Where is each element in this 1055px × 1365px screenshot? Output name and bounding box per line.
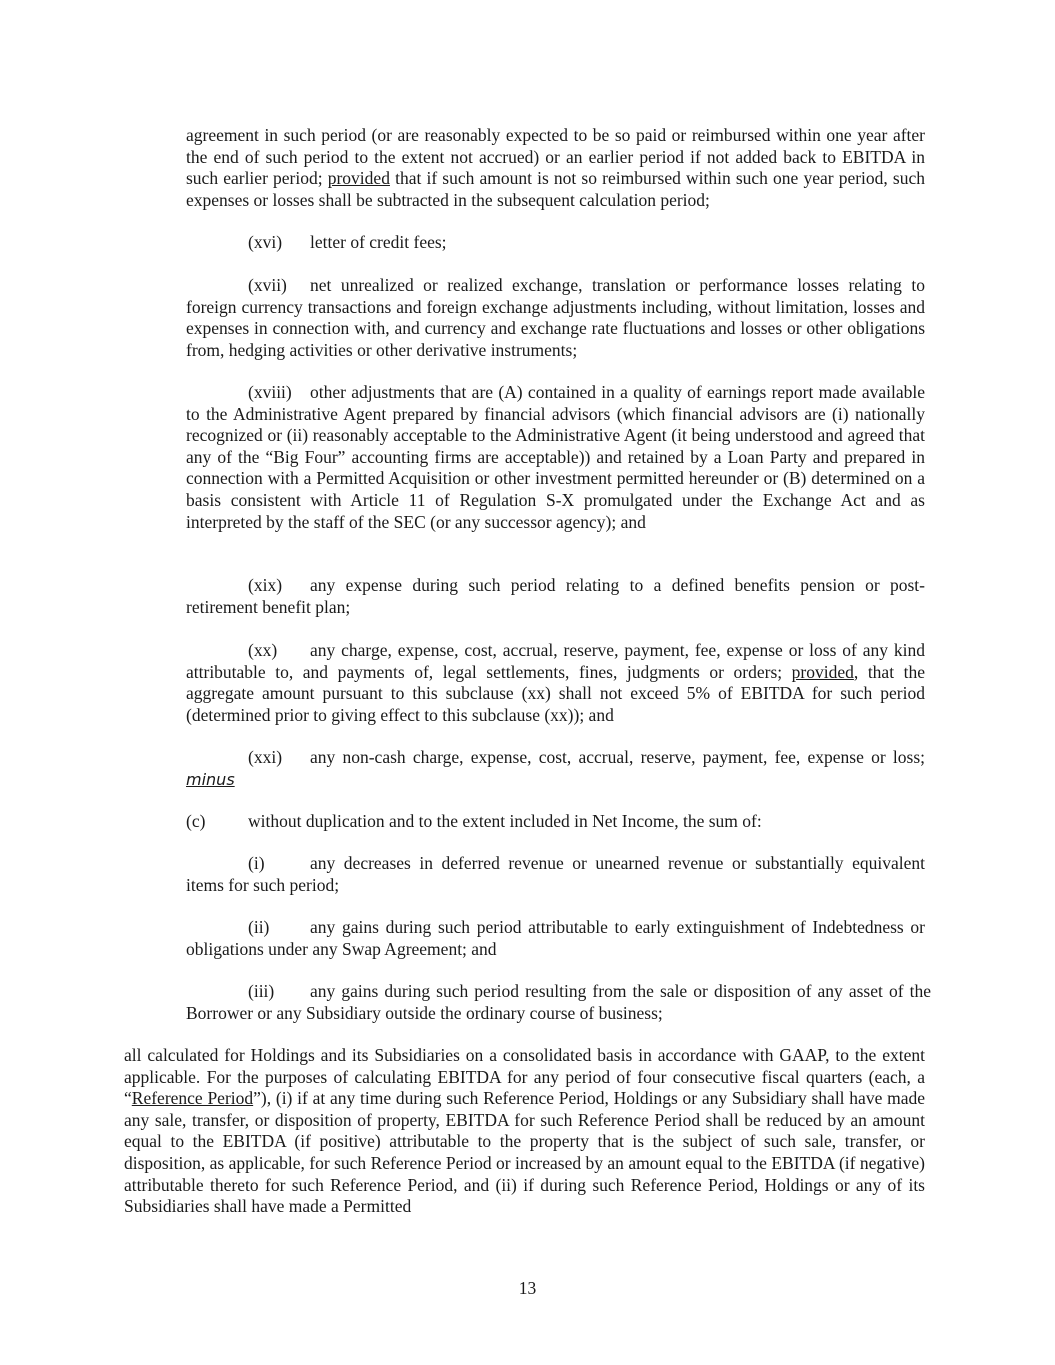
clause-number: (xxi) xyxy=(248,747,283,767)
clause-iii xyxy=(186,981,931,1024)
clause-text: any decreases in deferred revenue or unearned revenue or substantially equivalent items for such period; xyxy=(186,853,925,895)
clause-text: net unrealized or realized exchange, translation or performance losses relating to foreign currency transactions and foreign exchange adjustments including, without limitation, losses and expenses in connection with, and currency and exchange rate fluctuations and losses or other obligations from, hedging activities or other derivative instruments; xyxy=(186,275,925,360)
clause-number: (i) xyxy=(248,853,265,873)
clause-xviii xyxy=(186,382,925,533)
clause-text: any gains during such period attributable to early extinguishment of Indebtedness or obligations under any Swap Agreement; and xyxy=(186,917,925,959)
clause-text: any gains during such period resulting from the sale or disposition of any asset of the Borrower or any Subsidiary outside the ordinary course of business; xyxy=(186,981,931,1023)
paragraph-text: all calculated for Holdings and its Subsidiaries on a consolidated basis in accordance with GAAP, to the extent applicable. For the purposes of calculating EBITDA for any period of four consecutive fiscal quarters (each, a “ xyxy=(124,1045,925,1109)
paragraph-text: that if such amount is not so reimbursed within such one year period, such expenses or losses shall be subtracted in the subsequent calculation period; xyxy=(186,168,925,210)
clause-xvi xyxy=(186,232,925,254)
clause-text: letter of credit fees; xyxy=(310,232,447,252)
clause-i xyxy=(186,853,925,896)
paragraph-text: ”), (i) if at any time during such Reference Period, Holdings or any Subsidiary shall have made any sale, transfer, or disposition of property, EBITDA for such Reference Period shall be reduced by an amount equal to the EBITDA (if positive) attributable to the property that is the subject of such sale, transfer, or disposition, as applicable, for such Reference Period or increased by an amount equal to the EBITDA (if negative) attributable thereto for such Reference Period, and (ii) if during such Reference Period, Holdings or any of its Subsidiaries shall have made a Permitted xyxy=(124,1088,925,1217)
clause-ii xyxy=(186,917,925,960)
clause-number: (c) xyxy=(186,811,206,831)
clause-text: without duplication and to the extent included in Net Income, the sum of: xyxy=(248,811,762,831)
clause-number: (iii) xyxy=(248,981,275,1001)
provided-term: provided xyxy=(791,661,854,682)
clause-text: other adjustments that are (A) contained in a quality of earnings report made available to the Administrative Agent prepared by financial advisors (which financial advisors are (i) nationally recognized or (ii) reasonably acceptable to the Administrative Agent (it being understood and agreed that any of the “Big Four” accounting firms are acceptable)) and retained by a Loan Party and prepared in connection with a Permitted Acquisition or other investment permitted hereunder or (B) determined on a basis consistent with Article 11 of Regulation S-X promulgated under the Exchange Act and as interpreted by the staff of the SEC (or any successor agency); and xyxy=(186,382,925,532)
clause-number: (ii) xyxy=(248,917,270,937)
paragraph-reference-period xyxy=(124,1045,925,1218)
clause-text: any expense during such period relating to a defined benefits pension or post-retirement benefit plan; xyxy=(186,575,925,617)
clause-number: (xix) xyxy=(248,575,283,595)
clause-number: (xvi) xyxy=(248,232,283,252)
provided-term: provided xyxy=(327,168,390,189)
page-number: 13 xyxy=(518,1278,537,1298)
paragraph-continuation xyxy=(186,125,925,211)
clause-number: (xx) xyxy=(248,640,278,660)
clause-xix xyxy=(186,575,925,618)
clause-c xyxy=(186,811,925,833)
clause-xxi xyxy=(186,747,925,790)
reference-period-term: Reference Period xyxy=(131,1088,254,1109)
clause-text: any non-cash charge, expense, cost, accrual, reserve, payment, fee, expense or loss; xyxy=(310,747,925,767)
clause-number: (xvii) xyxy=(248,275,287,295)
clause-number: (xviii) xyxy=(248,382,292,402)
clause-text: any charge, expense, cost, accrual, reserve, payment, fee, expense or loss of any kind attributable to, and payments of, legal settlements, fines, judgments or orders; xyxy=(186,640,925,682)
clause-xx xyxy=(186,640,925,726)
clause-text: , that the aggregate amount pursuant to this subclause (xx) shall not exceed 5% of EBITDA for such period (determined prior to giving effect to this subclause (xx)); and xyxy=(186,661,925,725)
paragraph-text: agreement in such period (or are reasonably expected to be so paid or reimbursed within one year after the end of such period to the extent not accrued) or an earlier period if not added back to EBITDA in such earlier period; xyxy=(186,125,925,189)
minus-term: minus xyxy=(186,769,235,789)
clause-xvii xyxy=(186,275,925,361)
